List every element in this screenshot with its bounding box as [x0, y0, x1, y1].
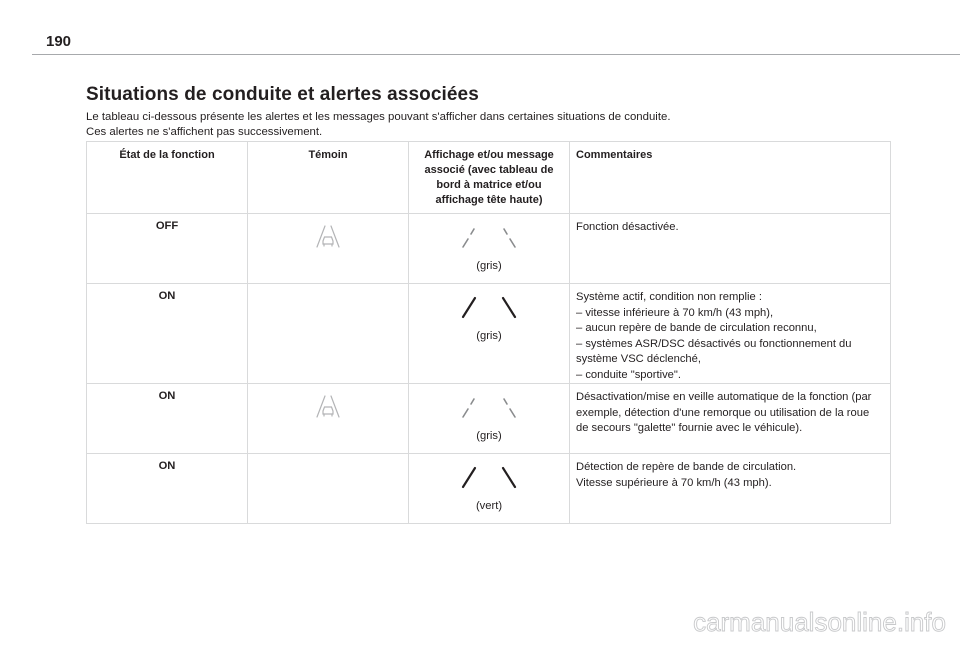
- lane-lines-dashed-icon: [454, 395, 524, 421]
- table-row: [87, 284, 891, 384]
- header-comments: Commentaires: [570, 142, 891, 214]
- display-color-label: (gris): [476, 260, 502, 272]
- table-row: [87, 214, 891, 284]
- lane-lines-solid-icon: [454, 295, 524, 321]
- intro-text: [86, 110, 906, 140]
- display-cell: [409, 214, 570, 284]
- comment-line: Détection de repère de bande de circulation.: [576, 461, 797, 473]
- comment-line: – vitesse inférieure à 70 km/h (43 mph),: [576, 306, 774, 319]
- comment-cell: [570, 214, 891, 284]
- page-number: 190: [46, 33, 72, 50]
- display-color-label: (gris): [476, 330, 502, 342]
- comment-cell: [570, 454, 891, 524]
- page-title: Situations de conduite et alertes associées: [86, 84, 479, 105]
- header-witness: Témoin: [248, 142, 409, 214]
- witness-cell: [248, 454, 409, 524]
- comment-cell: [570, 384, 891, 454]
- watermark-logo: [628, 605, 948, 639]
- witness-cell: [248, 214, 409, 284]
- table-row: [87, 384, 891, 454]
- lane-lines-solid-icon: [454, 465, 524, 491]
- display-cell: [409, 284, 570, 384]
- comment-line: Vitesse supérieure à 70 km/h (43 mph).: [576, 476, 772, 489]
- table-row: [87, 454, 891, 524]
- lane-keeping-lamp-icon: [313, 394, 343, 420]
- display-color-label: (vert): [475, 500, 503, 512]
- intro-paragraph: Le tableau ci-dessous présente les alertes et les messages pouvant s'afficher dans certaines situations de conduite.: [86, 111, 671, 123]
- svg-text:carmanualsonline.info: carmanualsonline.info: [693, 607, 946, 637]
- alerts-table: [86, 141, 891, 524]
- state-cell: ON: [87, 284, 248, 384]
- lane-lines-dashed-icon: [454, 225, 524, 251]
- header-display: Affichage et/ou message associé (avec tableau de bord à matrice et/ou affichage tête haute): [409, 142, 570, 214]
- comment-line: Désactivation/mise en veille automatique de la fonction (par exemple, détection d'une remorque ou utilisation de la roue de secours "galette" fournie avec le véhicule).: [576, 391, 872, 434]
- display-cell: [409, 454, 570, 524]
- display-cell: [409, 384, 570, 454]
- state-cell: ON: [87, 454, 248, 524]
- display-color-label: (gris): [476, 430, 502, 442]
- comment-line: – aucun repère de bande de circulation reconnu,: [576, 322, 817, 334]
- header-divider: [32, 54, 960, 55]
- lane-keeping-lamp-icon: [313, 224, 343, 250]
- table-header-row: [87, 142, 891, 214]
- intro-paragraph: Ces alertes ne s'affichent pas successivement.: [86, 126, 323, 138]
- state-cell: ON: [87, 384, 248, 454]
- comment-line: – systèmes ASR/DSC désactivés ou fonctionnement du système VSC déclenché,: [576, 337, 852, 365]
- comment-line: Fonction désactivée.: [576, 221, 679, 233]
- comment-line: – conduite "sportive".: [576, 368, 681, 381]
- comment-line: Système actif, condition non remplie :: [576, 291, 762, 303]
- header-state: État de la fonction: [87, 142, 248, 214]
- witness-cell: [248, 284, 409, 384]
- state-cell: OFF: [87, 214, 248, 284]
- comment-cell: [570, 284, 891, 384]
- witness-cell: [248, 384, 409, 454]
